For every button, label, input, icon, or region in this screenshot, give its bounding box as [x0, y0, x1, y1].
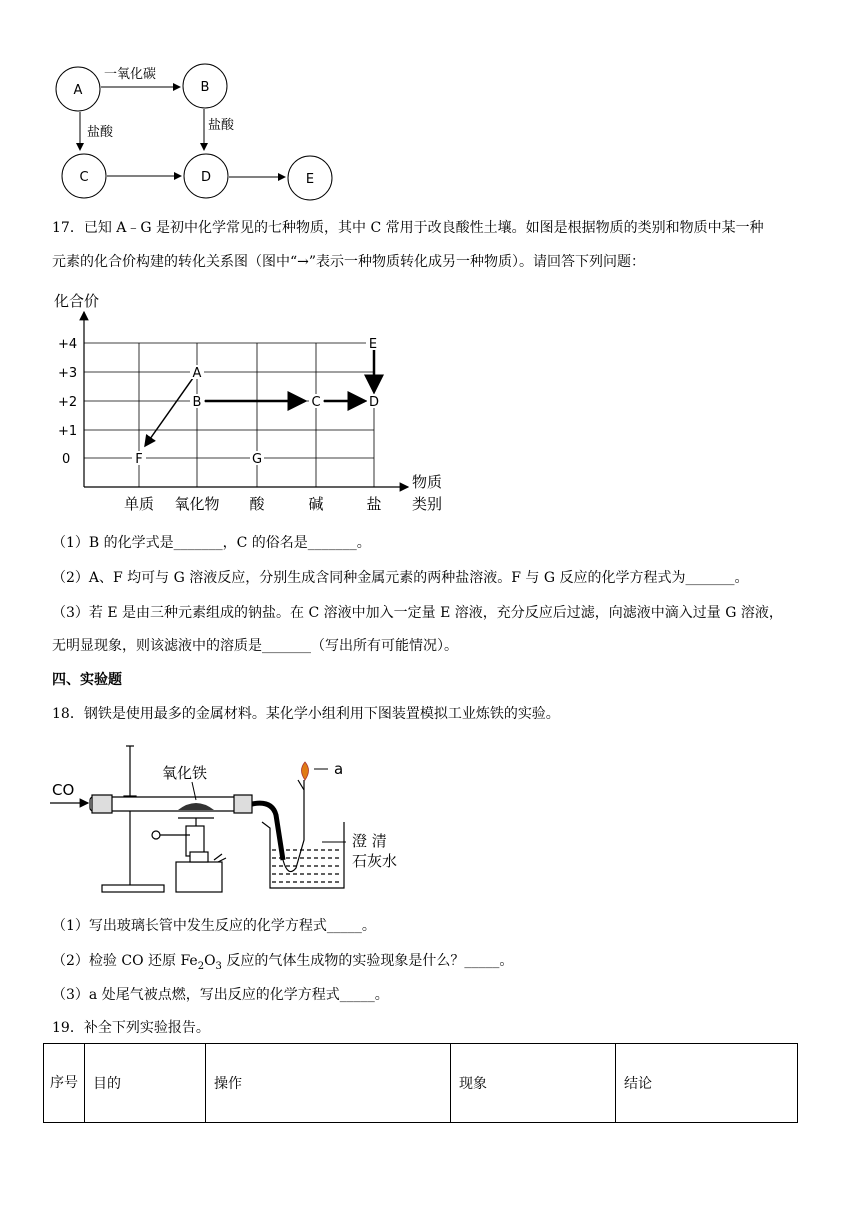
q17-sub3-line2: 无明显现象，则该滤液中的溶质是_______（写出所有可能情况）。	[52, 638, 458, 654]
svg-text:C: C	[311, 395, 321, 410]
q18-sub1: （1）写出玻璃长管中发生反应的化学方程式_____。	[52, 918, 376, 934]
a-label: a	[334, 760, 344, 778]
q18-sub3: （3）a 处尾气被点燃，写出反应的化学方程式_____。	[52, 987, 389, 1003]
rubber-tube	[252, 803, 283, 860]
oxide-label: 氧化铁	[162, 764, 208, 782]
point-g	[250, 451, 264, 467]
point-e	[366, 336, 380, 352]
xtick-oxide: 氧化物	[174, 495, 220, 513]
co-label: CO	[52, 781, 75, 799]
valence-chart	[0, 280, 860, 520]
node-d	[184, 154, 228, 198]
svg-text:F: F	[135, 452, 143, 467]
node-b-label: B	[200, 80, 210, 95]
node-a-label: A	[73, 83, 83, 98]
q17-sub2: （2）A、F 均可与 G 溶液反应，分别生成含同种金属元素的两种盐溶液。F 与 G 反应的化学方程式为_______。	[52, 570, 749, 586]
q19-stem: 19．补全下列实验报告。	[52, 1020, 210, 1036]
lime-label-2: 石灰水	[352, 852, 398, 870]
xlabel-line1: 物质	[412, 473, 443, 491]
ytick-0: 0	[62, 452, 71, 467]
header-purpose: 目的	[85, 1044, 206, 1123]
table-header-row	[44, 1044, 798, 1123]
ytick-p4: +4	[58, 337, 78, 352]
ytick-p3: +3	[58, 366, 78, 381]
q17-sub3-line1: （3）若 E 是由三种元素组成的钠盐。在 C 溶液中加入一定量 E 溶液，充分反应后过滤，向滤液中滴入过量 G 溶液，	[52, 605, 783, 621]
node-a	[56, 67, 100, 111]
experiment-report-table	[43, 1043, 798, 1123]
svg-text:D: D	[368, 395, 380, 410]
svg-text:B: B	[192, 395, 202, 410]
node-c-label: C	[79, 170, 89, 185]
header-operation: 操作	[206, 1044, 451, 1123]
alcohol-lamp	[152, 818, 226, 892]
chart-grid	[84, 343, 374, 487]
header-index: 序号	[44, 1044, 85, 1123]
svg-text:G: G	[251, 452, 263, 467]
point-f	[132, 451, 146, 467]
iron-smelting-apparatus	[0, 735, 860, 900]
q18-sub2: （2）检验 CO 还原 $Fe_2O_3$ 反应的气体生成物的实验现象是什么？_____。	[52, 953, 514, 972]
q17-stem-line1: 17．已知 A﹣G 是初中化学常见的七种物质，其中 C 常用于改良酸性土壤。如图是根据物质的类别和物质中某一种	[52, 220, 764, 236]
point-a	[190, 365, 204, 381]
q17-stem-line2: 元素的化合价构建的转化关系图（图中“→”表示一种物质转化成另一种物质）。请回答下列问题：	[52, 254, 646, 270]
edge-a-c-label: 盐酸	[87, 125, 114, 140]
svg-text:A: A	[192, 366, 202, 381]
header-phenomenon: 现象	[451, 1044, 616, 1123]
ytick-p2: +2	[58, 395, 78, 410]
chart-ylabel: 化合价	[54, 292, 100, 310]
q17-sub1: （1）B 的化学式是_______，C 的俗名是_______。	[52, 535, 371, 551]
edge-b-d-label: 盐酸	[208, 118, 235, 133]
node-b	[183, 64, 227, 108]
node-e	[288, 156, 332, 200]
arrow-a-f	[145, 378, 193, 446]
glass-tube	[90, 795, 252, 813]
xtick-element: 单质	[123, 495, 155, 513]
header-conclusion: 结论	[616, 1044, 798, 1123]
point-b	[190, 394, 204, 410]
q18-stem: 18．钢铁是使用最多的金属材料。某化学小组利用下图装置模拟工业炼铁的实验。	[52, 706, 560, 722]
node-e-label: E	[305, 172, 315, 187]
point-c	[309, 394, 323, 410]
svg-text:E: E	[368, 337, 378, 352]
ytick-p1: +1	[58, 424, 78, 439]
xtick-acid: 酸	[249, 495, 265, 513]
node-d-label: D	[200, 170, 212, 185]
xtick-salt: 盐	[366, 495, 382, 513]
beaker	[262, 780, 344, 888]
point-d	[367, 394, 381, 410]
flame-icon	[302, 762, 309, 780]
iron-stand	[102, 746, 164, 892]
edge-a-b-label: 一氧化碳	[104, 67, 157, 82]
q16-flow-diagram	[0, 0, 860, 210]
section-heading: 四、实验题	[52, 672, 122, 688]
xlabel-line2: 类别	[412, 495, 443, 513]
node-c	[62, 154, 106, 198]
lime-label-1: 澄 清	[352, 832, 387, 850]
xtick-base: 碱	[308, 495, 324, 513]
